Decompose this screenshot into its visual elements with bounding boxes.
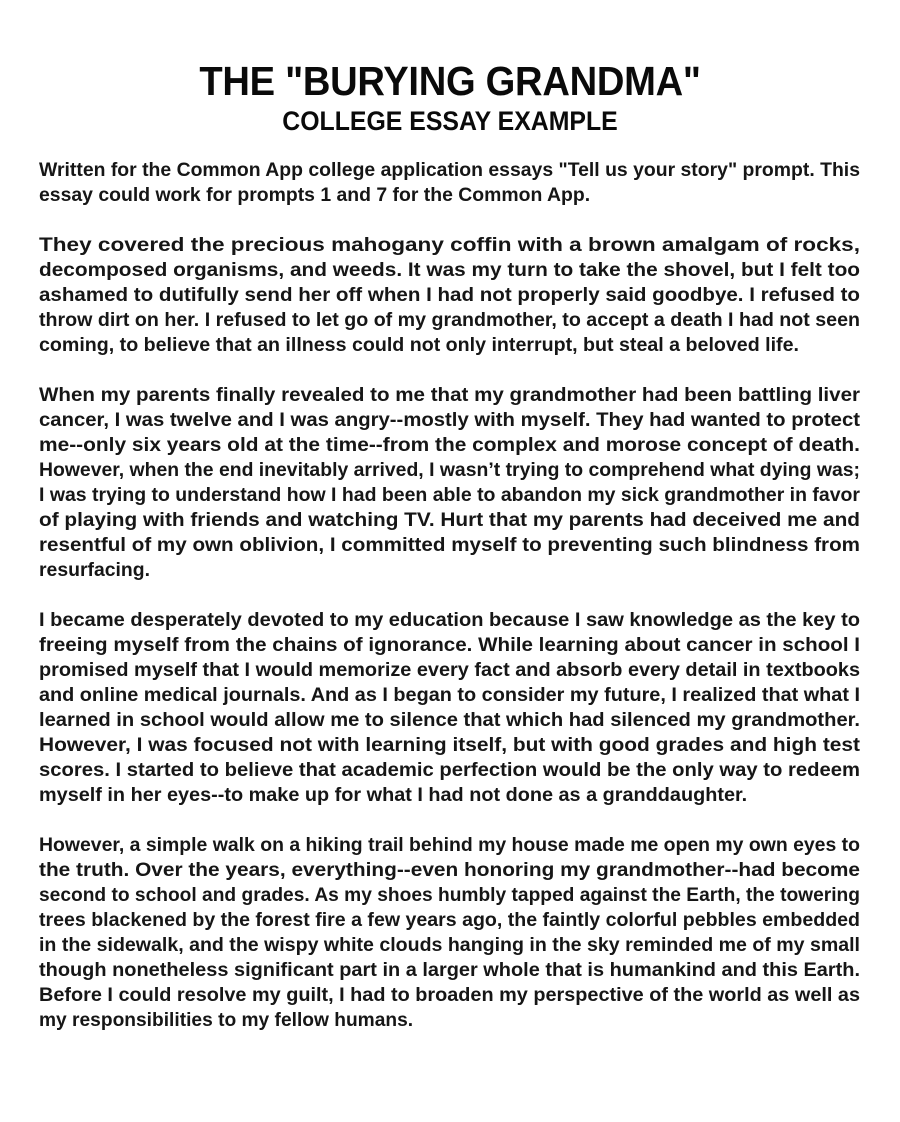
essay-subtitle: COLLEGE ESSAY EXAMPLE [282, 106, 618, 137]
paragraph-revelation [39, 383, 860, 583]
text-line: promised myself that I would memorize every fact and absorb every detail in textbooks [39, 659, 860, 681]
text-line: my responsibilities to my fellow humans. [39, 1009, 414, 1031]
essay-body [39, 158, 860, 1058]
text-line: ashamed to dutifully send her off when I had not properly said goodbye. I refused to [39, 284, 860, 306]
text-line: Before I could resolve my guilt, I had to broaden my perspective of the world as well as [39, 984, 861, 1006]
text-line: However, I was focused not with learning itself, but with good grades and high test [39, 734, 860, 756]
text-line: essay could work for prompts 1 and 7 for the Common App. [39, 184, 591, 206]
text-line: me--only six years old at the time--from the complex and morose concept of death. [39, 434, 860, 456]
paragraph-intro [39, 158, 860, 208]
text-line: When my parents finally revealed to me that my grandmother had been battling liver [39, 384, 860, 406]
text-line: trees blackened by the forest fire a few years ago, the faintly colorful pebbles embedded [39, 909, 860, 931]
text-line: and online medical journals. And as I began to consider my future, I realized that what I [39, 684, 860, 706]
text-line: freeing myself from the chains of ignorance. While learning about cancer in school I [39, 634, 861, 656]
text-line: cancer, I was twelve and I was angry--mostly with myself. They had wanted to protect [39, 409, 861, 431]
text-line: coming, to believe that an illness could not only interrupt, but steal a beloved life. [39, 334, 799, 356]
text-line: decomposed organisms, and weeds. It was my turn to take the shovel, but I felt too [39, 259, 860, 281]
paragraph-burial [39, 233, 860, 358]
text-line: scores. I started to believe that academic perfection would be the only way to redeem [39, 759, 860, 781]
text-line: though nonetheless significant part in a larger whole that is humankind and this Earth. [39, 959, 860, 981]
paragraph-hiking-trail [39, 833, 860, 1033]
text-line: in the sidewalk, and the wispy white clouds hanging in the sky reminded me of my small [39, 934, 860, 956]
text-line: I was trying to understand how I had been able to abandon my sick grandmother in favor [39, 484, 860, 506]
text-line: They covered the precious mahogany coffin with a brown amalgam of rocks, [39, 234, 860, 256]
text-line: myself in her eyes--to make up for what I had not done as a granddaughter. [39, 784, 748, 806]
text-line: second to school and grades. As my shoes humbly tapped against the Earth, the towering [39, 884, 860, 906]
text-line: the truth. Over the years, everything--even honoring my grandmother--had become [39, 859, 861, 881]
text-line: However, when the end inevitably arrived, I wasn’t trying to comprehend what dying was; [39, 459, 860, 481]
text-line: of playing with friends and watching TV. Hurt that my parents had deceived me and [39, 509, 860, 531]
paragraph-education [39, 608, 860, 808]
text-line: However, a simple walk on a hiking trail behind my house made me open my own eyes to [39, 834, 860, 856]
text-line: learned in school would allow me to silence that which had silenced my grandmother. [39, 709, 860, 731]
text-line: I became desperately devoted to my education because I saw knowledge as the key to [39, 609, 860, 631]
text-line: Written for the Common App college application essays "Tell us your story" prompt. This [39, 159, 860, 181]
text-line: throw dirt on her. I refused to let go of my grandmother, to accept a death I had not seen [39, 309, 861, 331]
text-line: resurfacing. [39, 559, 150, 581]
essay-title: THE "BURYING GRANDMA" [199, 58, 701, 105]
text-line: resentful of my own oblivion, I committed myself to preventing such blindness from [39, 534, 860, 556]
